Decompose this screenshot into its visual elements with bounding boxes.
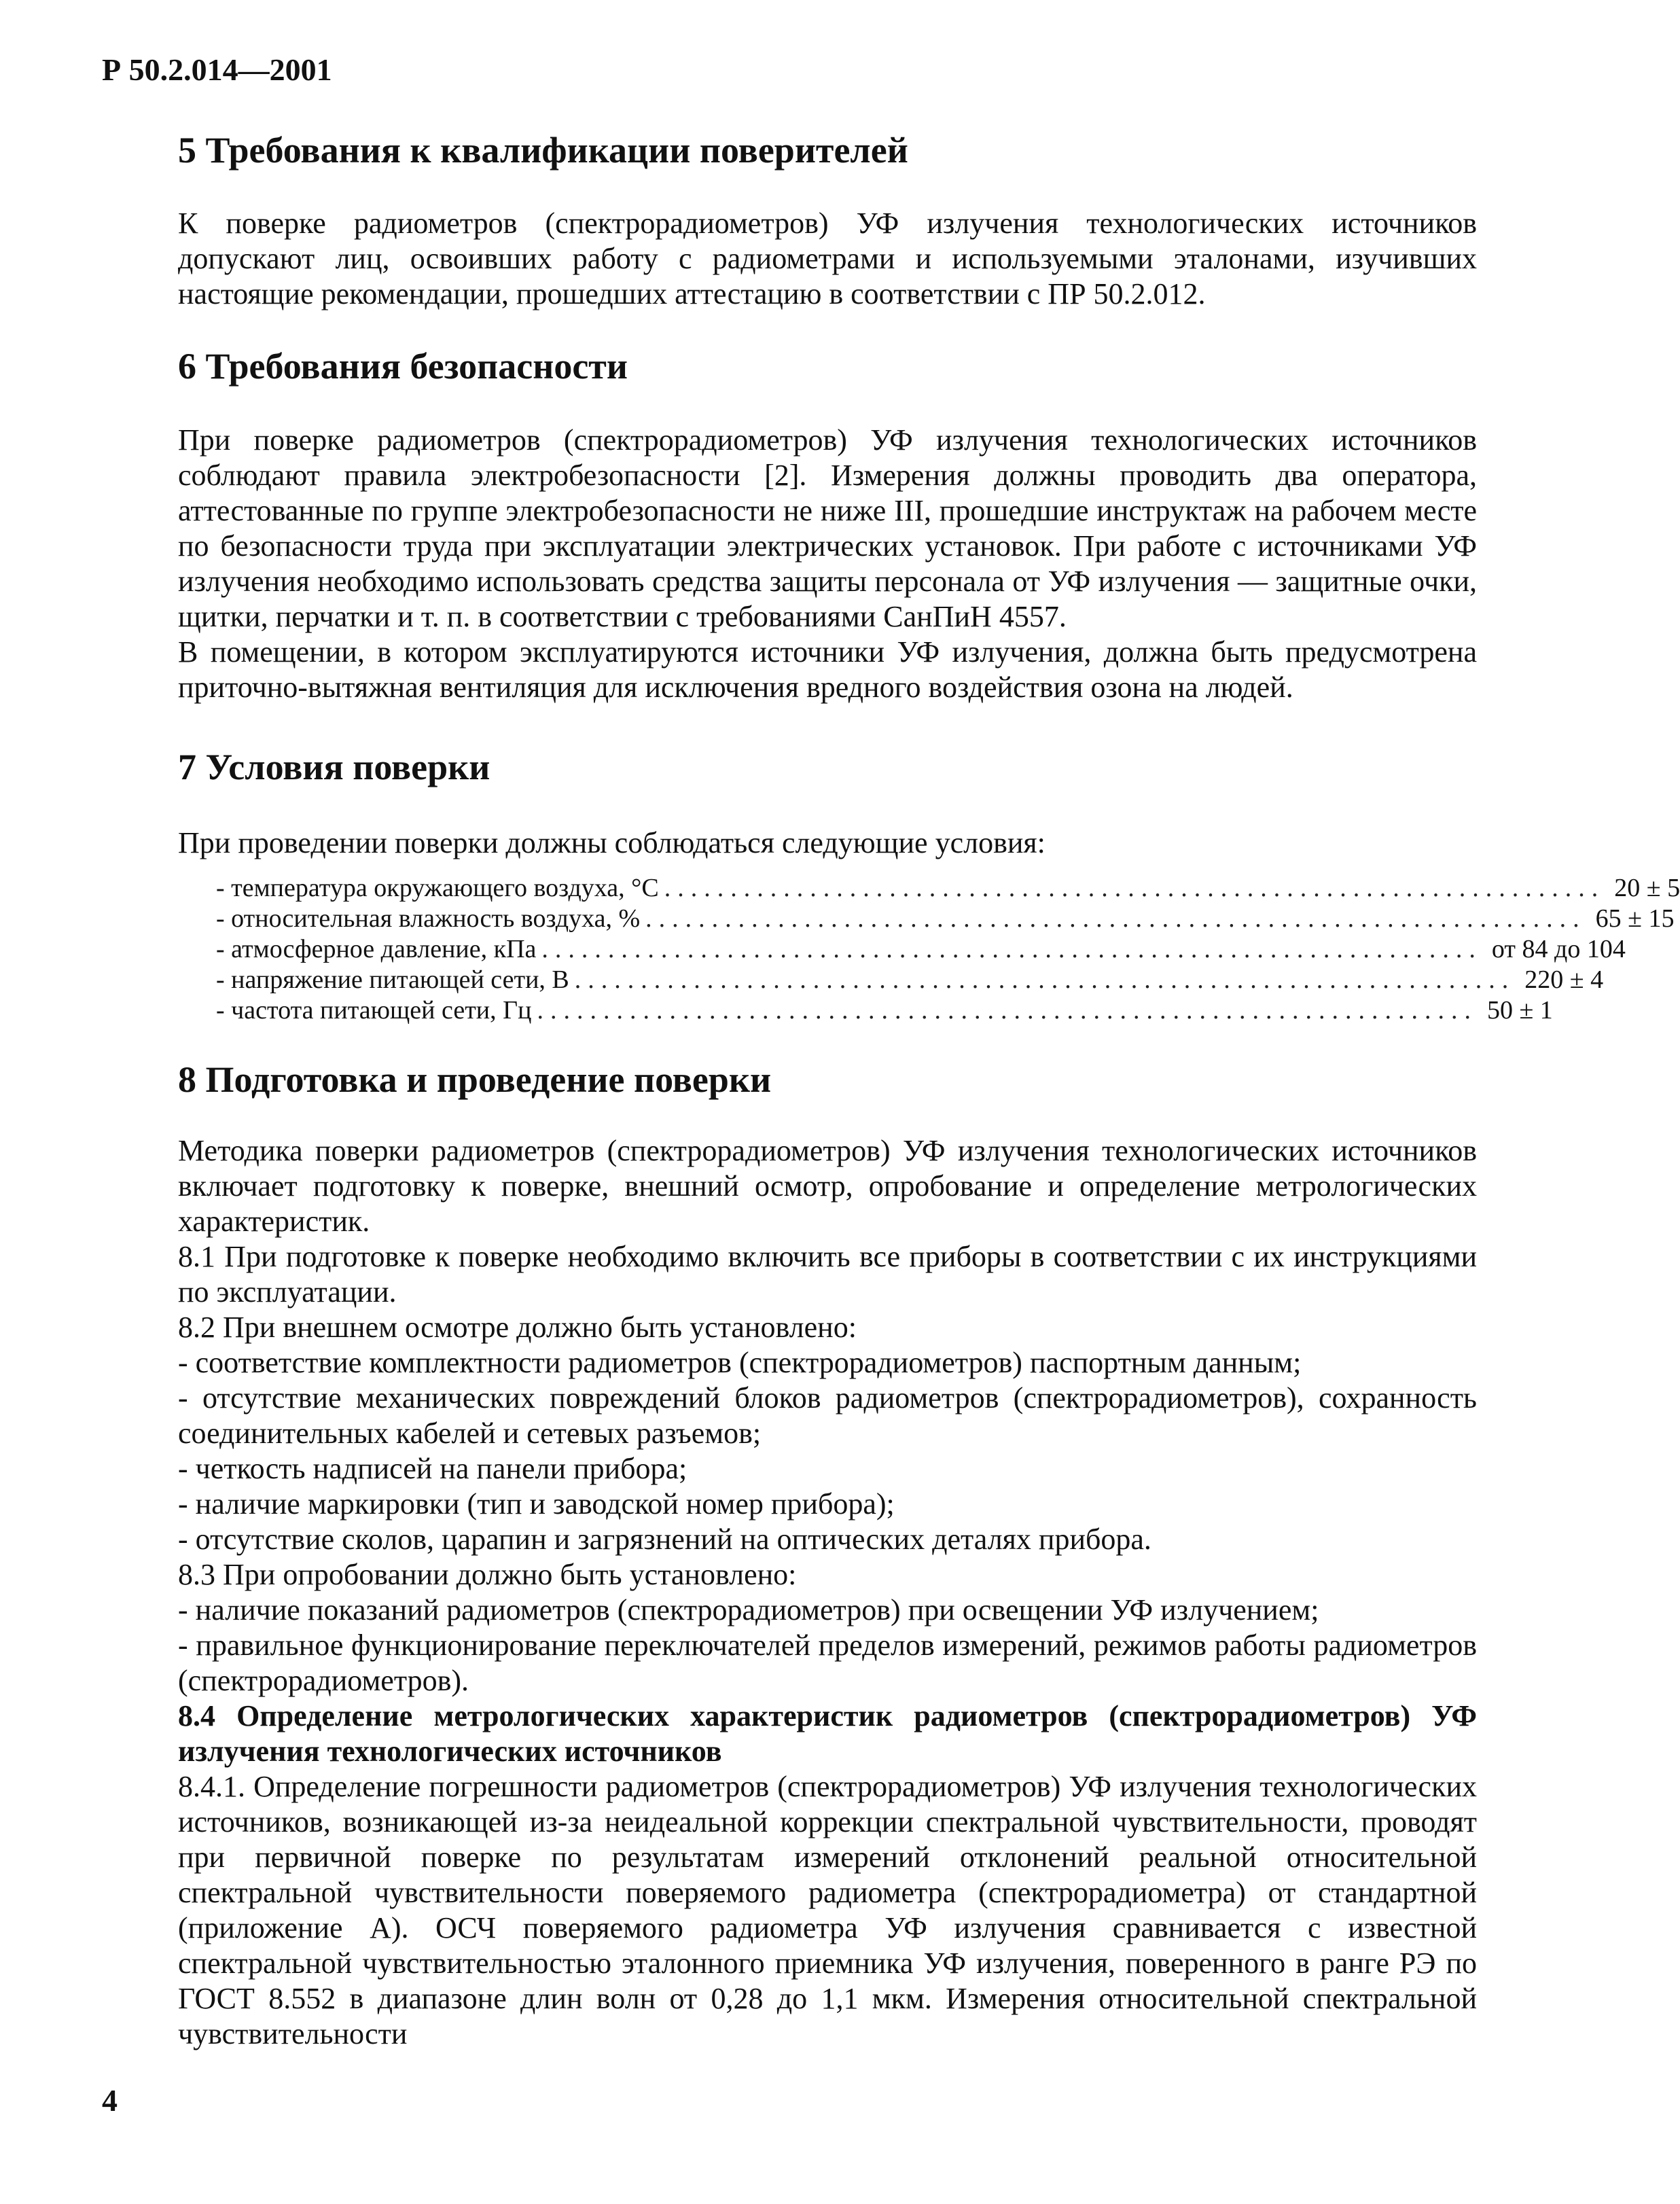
section-5-heading: 5 Требования к квалификации поверителей (178, 130, 908, 171)
condition-value: 220 ± 4 (1524, 965, 1604, 994)
leader-dots: ....................................................................... (574, 965, 1516, 994)
condition-value: 50 ± 1 (1486, 996, 1553, 1025)
section-6-body (178, 423, 1477, 705)
condition-label: - частота питающей сети, Гц (216, 996, 532, 1025)
section-8-list-item: - четкость надписей на панели прибора; (178, 1452, 687, 1485)
leader-dots: ....................................................................... (537, 996, 1478, 1025)
section-6-heading: 6 Требования безопасности (178, 346, 628, 387)
section-8-paragraph: 8.1 При подготовке к поверке необходимо включить все приборы в соответствии с их инструкциями по эксплуатации. (178, 1240, 1477, 1309)
section-6-paragraph-1: При поверке радиометров (спектрорадиометров) УФ излучения технологических источников соблюдают правила электробезопасности [2]. Измерения должны проводить два оператора, аттестованные по группе электробезопасности не ниже III, прошедшие инструктаж на рабочем месте по безопасности труда при эксплуатации электрических установок. При работе с источниками УФ излучения необходимо использовать средства защиты персонала от УФ излучения — защитные очки, щитки, перчатки и т. п. в соответствии с требованиями СанПиН 4557. (178, 423, 1477, 633)
condition-label: - напряжение питающей сети, В (216, 965, 569, 994)
leader-dots: ....................................................................... (664, 874, 1605, 902)
paragraph-8-4-1: 8.4.1. Определение погрешности радиометров (спектрорадиометров) УФ излучения технологических источников, возникающей из-за неидеальной коррекции спектральной чувствительности, проводят при первичной поверке по результатам измерений отклонений реальной относительной спектральной чувствительности поверяемого радиометра (спектрорадиометра) от стандартной (приложение А). ОСЧ поверяемого радиометра УФ излучения сравнивается с известной спектральной чувствительностью эталонного приемника УФ излучения, поверенного в ранге РЭ по ГОСТ 8.552 в диапазоне длин волн от 0,28 до 1,1 мкм. Измерения относительной спектральной чувствительности (178, 1770, 1477, 2050)
leader-dots: ....................................................................... (541, 935, 1482, 963)
section-5-paragraph-1: К поверке радиометров (спектрорадиометров) УФ излучения технологических источников допускают лиц, освоивших работу с радиометрами и используемыми эталонами, изучивших настоящие рекомендации, прошедших аттестацию в соответствии с ПР 50.2.012. (178, 207, 1477, 310)
section-8-heading: 8 Подготовка и проведение поверки (178, 1059, 772, 1100)
condition-row (216, 934, 1626, 965)
condition-row (216, 965, 1604, 995)
section-6-paragraph-2: В помещении, в котором эксплуатируются источники УФ излучения, должна быть предусмотрена приточно-вытяжная вентиляция для исключения вредного воздействия озона на людей. (178, 635, 1477, 704)
conditions-list (216, 873, 1680, 1026)
section-8-list-item: - правильное функционирование переключателей пределов измерений, режимов работы радиометров (спектрорадиометров). (178, 1629, 1477, 1697)
section-5-body (178, 206, 1477, 312)
section-8-list-item: - наличие показаний радиометров (спектрорадиометров) при освещении УФ излучением; (178, 1593, 1319, 1627)
section-8-list-item: - отсутствие сколов, царапин и загрязнений на оптических деталях прибора. (178, 1523, 1151, 1556)
subsection-8-4-heading: 8.4 Определение метрологических характеристик радиометров (спектрорадиометров) УФ излучения технологических источников (178, 1699, 1477, 1768)
condition-label: - температура окружающего воздуха, °С (216, 874, 659, 902)
condition-label: - атмосферное давление, кПа (216, 935, 537, 963)
condition-row (216, 873, 1680, 904)
condition-value: 20 ± 5 (1614, 874, 1680, 902)
condition-value: 65 ± 15 (1595, 904, 1675, 933)
condition-row (216, 904, 1675, 934)
conditions-intro: При проведении поверки должны соблюдаться следующие условия: (178, 826, 1045, 859)
section-8-body (178, 1133, 1477, 2052)
section-8-list-item: - отсутствие механических повреждений блоков радиометров (спектрорадиометров), сохранность соединительных кабелей и сетевых разъемов; (178, 1381, 1477, 1450)
section-8-list-item: - соответствие комплектности радиометров (спектрорадиометров) паспортным данным; (178, 1346, 1302, 1379)
condition-value: от 84 до 104 (1491, 935, 1626, 963)
leader-dots: ....................................................................... (645, 904, 1586, 933)
section-8-paragraph: 8.3 При опробовании должно быть установлено: (178, 1558, 797, 1591)
section-7-heading: 7 Условия поверки (178, 747, 490, 787)
section-8-paragraph: Методика поверки радиометров (спектрорадиометров) УФ излучения технологических источников включает подготовку к поверке, внешний осмотр, опробование и определение метрологических характеристик. (178, 1134, 1477, 1238)
document-code: Р 50.2.014—2001 (102, 52, 332, 87)
page-number: 4 (102, 2083, 118, 2118)
condition-label: - относительная влажность воздуха, % (216, 904, 641, 933)
section-8-list-item: - наличие маркировки (тип и заводской номер прибора); (178, 1487, 895, 1521)
condition-row (216, 995, 1553, 1026)
section-8-paragraph: 8.2 При внешнем осмотре должно быть установлено: (178, 1311, 857, 1344)
